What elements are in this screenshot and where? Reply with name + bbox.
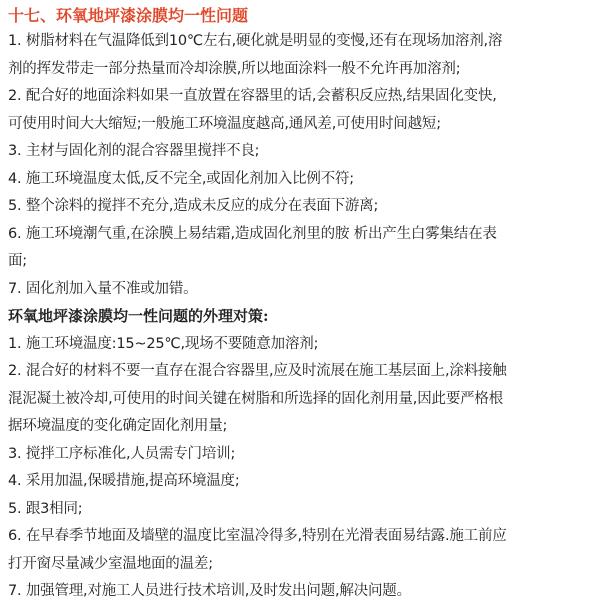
list-item xyxy=(8,358,604,441)
text-line: 4. 采用加温,保暖措施,提高环境温度; xyxy=(8,473,240,489)
list-item xyxy=(8,496,604,524)
list-item xyxy=(8,28,604,83)
text-line: 据环境温度的变化确定固化剂用量; xyxy=(8,418,228,434)
list-item xyxy=(8,138,604,166)
text-line: 可使用时间大大缩短;一般施工环境温度越高,通风差,可使用时间越短; xyxy=(8,115,441,132)
text-line: 5. 跟3相同; xyxy=(8,500,83,517)
text-line: 2. 配合好的地面涂料如果一直放置在容器里的话,会蓄积反应热,结果固化变快, xyxy=(8,88,497,104)
text-line: 2. 混合好的材料不要一直存在混合容器里,应及时流展在施工基层面上,涂料接触 xyxy=(8,363,507,379)
text-line: 6. 施工环境潮气重,在涂膜上易结霜,造成固化剂里的胺 析出产生白雾集结在表 xyxy=(8,225,497,242)
list-item xyxy=(8,441,604,469)
text-line: 4. 施工环境温度太低,反不完全,或固化剂加入比例不符; xyxy=(8,170,354,187)
text-line: 面; xyxy=(8,253,27,269)
text-line: 7. 固化剂加入量不准或加错。 xyxy=(8,280,198,297)
list-item xyxy=(8,276,604,304)
text-line: 打开窗尽量减少室温地面的温差; xyxy=(8,555,213,572)
list-item xyxy=(8,523,604,578)
section-subheading-countermeasures: 环氧地坪漆涂膜均一性问题的外理对策: xyxy=(8,307,269,325)
list-item xyxy=(8,83,604,138)
text-line: 1. 施工环境温度:15~25℃,现场不要随意加溶剂; xyxy=(8,335,319,352)
text-line: 3. 主材与固化剂的混合容器里搅拌不良; xyxy=(8,143,260,159)
text-line: 7. 加强管理,对施工人员进行技术培训,及时发出问题,解决问题。 xyxy=(8,583,411,599)
list-item xyxy=(8,193,604,221)
list-item xyxy=(8,578,604,606)
text-line: 混泥凝土被冷却,可使用的时间关键在树脂和所选择的固化剂用量,因此要严格根 xyxy=(8,390,504,407)
list-item xyxy=(8,166,604,194)
list-item xyxy=(8,331,604,359)
list-item xyxy=(8,468,604,496)
document-body xyxy=(8,0,604,606)
list-item xyxy=(8,221,604,276)
text-line: 1. 树脂材料在气温降低到10℃左右,硬化就是明显的变慢,还有在现场加溶剂,溶 xyxy=(8,33,503,49)
text-line: 3. 搅拌工序标准化,人员需专门培训; xyxy=(8,445,236,462)
section-title-17: 十七、环氧地坪漆涂膜均一性问题 xyxy=(8,6,249,25)
text-line: 5. 整个涂料的搅拌不充分,造成未反应的成分在表面下游离; xyxy=(8,198,379,214)
text-line: 剂的挥发带走一部分热量而冷却涂膜,所以地面涂料一般不允许再加溶剂; xyxy=(8,60,461,77)
text-line: 6. 在早春季节地面及墙壁的温度比室温冷得多,特别在光滑表面易结露.施工前应 xyxy=(8,528,507,544)
